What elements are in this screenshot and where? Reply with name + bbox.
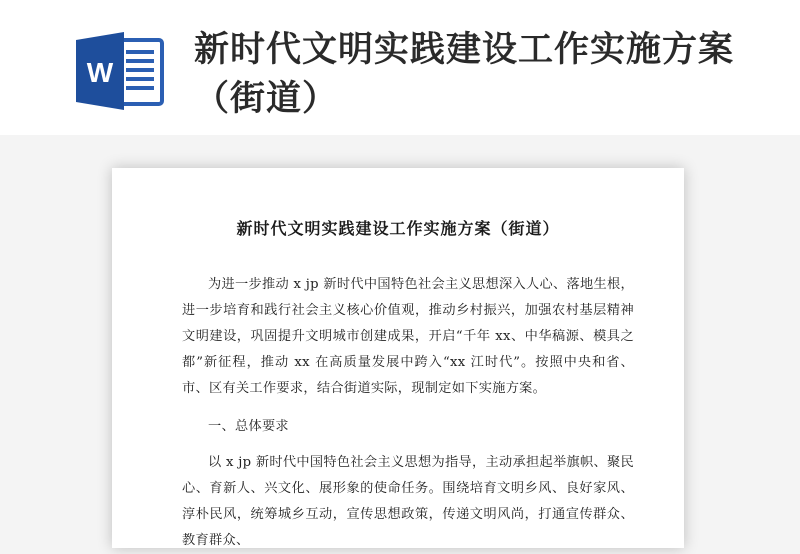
word-icon-letter: W (86, 57, 114, 88)
page-title: 新时代文明实践建设工作实施方案（街道） (194, 30, 735, 119)
intro-paragraph: 为进一步推动 x jp 新时代中国特色社会主义思想深入人心、落地生根，进一步培育和践行社会主义核心价值观，推动乡村振兴，加强农村基层精神文明建设，巩固提升文明城市创建成果，开启“千年 xx、中华稿源、模具之都”新征程，推动 xx 在高质量发展中跨入“xx 江时代”。按照中央和省、市、区有关工作要求，结合街道实际，现制定如下实施方案。 (182, 277, 634, 396)
document-title: 新时代文明实践建设工作实施方案（街道） (236, 219, 560, 238)
header-band (0, 0, 800, 135)
word-document-icon (76, 32, 166, 110)
section-heading: 一、总体要求 (208, 419, 289, 434)
section-body-paragraph: 以 x jp 新时代中国特色社会主义思想为指导，主动承担起举旗帜、聚民心、育新人、兴文化、展形象的使命任务。围绕培育文明乡风、良好家风、淳朴民风，统筹城乡互动，宣传思想政策，传递文明风尚，打通宣传群众、教育群众、 (182, 455, 634, 548)
document-page (112, 168, 684, 548)
